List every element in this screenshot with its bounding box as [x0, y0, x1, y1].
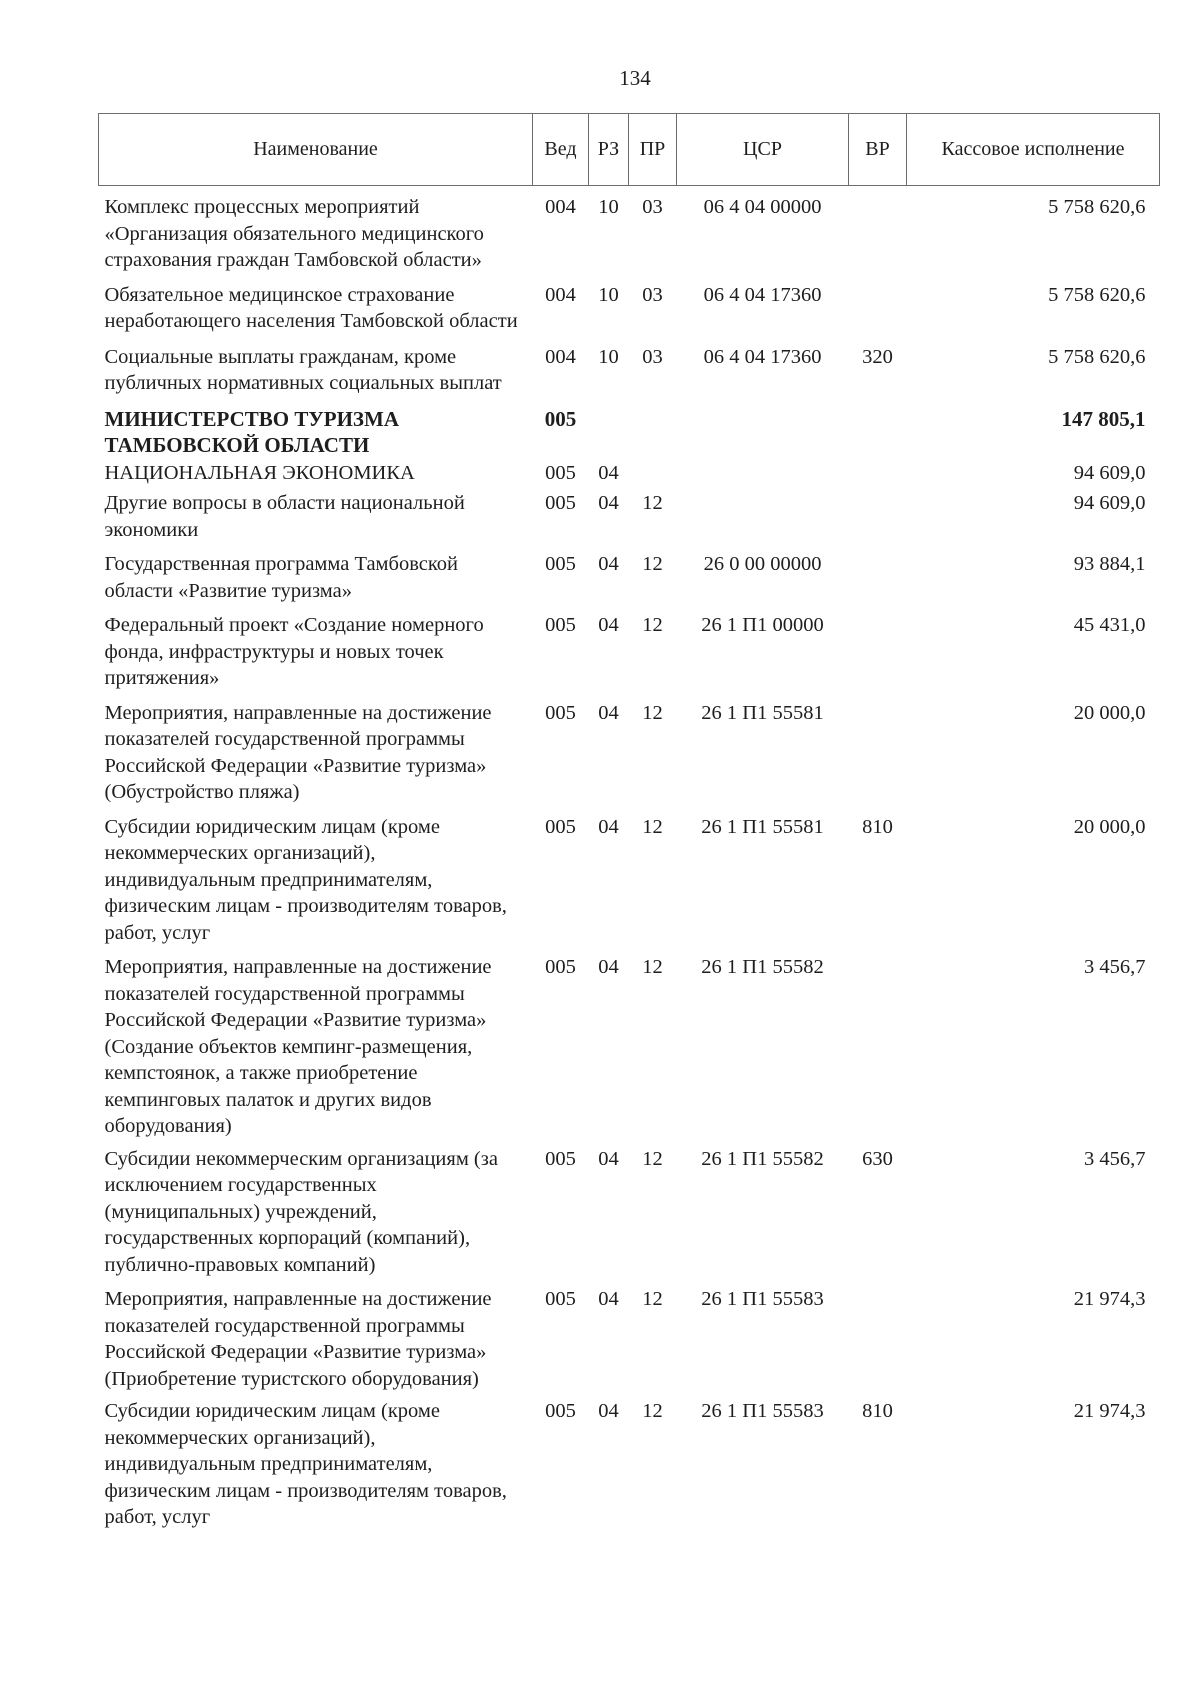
header-rz: РЗ	[589, 114, 629, 186]
cell-pr: 12	[642, 956, 663, 978]
table-row	[99, 406, 1160, 460]
cell-name: Социальные выплаты гражданам, кроме публичных нормативных социальных выплат	[104, 345, 502, 394]
cell-pr: 03	[642, 345, 663, 368]
cell-csr: 26 0 00 00000	[703, 553, 822, 575]
cell-vr	[849, 1286, 907, 1398]
cell-pr	[629, 406, 677, 460]
cell-ved: 005	[545, 1400, 576, 1422]
header-pr: ПР	[629, 114, 677, 186]
table-row	[99, 814, 1160, 955]
header-name: Наименование	[99, 114, 533, 186]
cell-amount: 3 456,7	[1084, 1147, 1146, 1170]
cell-pr: 12	[642, 614, 663, 636]
cell-amount: 5 758 620,6	[1048, 345, 1146, 368]
cell-amount: 45 431,0	[1073, 614, 1146, 636]
cell-vr: 810	[862, 815, 893, 838]
page-number: 134	[619, 66, 651, 90]
cell-rz: 04	[598, 614, 619, 636]
cell-amount: 20 000,0	[1073, 815, 1146, 838]
cell-vr	[849, 954, 907, 1146]
table-row	[99, 1286, 1160, 1398]
cell-ved: 004	[545, 196, 576, 218]
cell-csr: 26 1 П1 55582	[701, 956, 824, 978]
cell-rz: 04	[598, 461, 619, 484]
cell-pr: 03	[642, 283, 663, 306]
cell-vr	[849, 612, 907, 700]
header-ved: Вед	[533, 114, 589, 186]
table-row	[99, 460, 1160, 491]
table-row	[99, 186, 1160, 282]
cell-pr: 12	[642, 1400, 663, 1422]
cell-csr: 26 1 П1 55581	[701, 815, 824, 838]
cell-amount: 21 974,3	[1073, 1288, 1146, 1310]
cell-csr: 26 1 П1 55581	[701, 701, 824, 724]
cell-vr	[849, 282, 907, 344]
cell-amount: 21 974,3	[1073, 1400, 1146, 1422]
table-row	[99, 612, 1160, 700]
header-amount: Кассовое исполнение	[907, 114, 1160, 186]
cell-name: Федеральный проект «Создание номерного фонда, инфраструктуры и новых точек притяжения»	[104, 614, 484, 689]
cell-pr: 12	[642, 1288, 663, 1310]
cell-vr	[849, 700, 907, 814]
table-row	[99, 700, 1160, 814]
cell-rz: 04	[598, 1288, 619, 1310]
cell-rz: 04	[598, 492, 619, 514]
cell-ved: 005	[545, 1288, 576, 1310]
cell-rz	[589, 406, 629, 460]
cell-vr: 630	[862, 1147, 893, 1170]
cell-name: Государственная программа Тамбовской области «Развитие туризма»	[104, 553, 459, 602]
table-row	[99, 954, 1160, 1146]
cell-pr: 12	[642, 1147, 663, 1170]
cell-csr: 06 4 04 00000	[703, 196, 822, 218]
cell-rz: 04	[598, 956, 619, 978]
cell-amount: 20 000,0	[1073, 701, 1146, 724]
cell-rz: 04	[598, 1400, 619, 1422]
table-row	[99, 282, 1160, 344]
cell-ved: 005	[545, 553, 576, 575]
cell-pr: 03	[642, 196, 663, 218]
cell-csr: 26 1 П1 00000	[701, 614, 824, 636]
cell-name: Субсидии юридическим лицам (кроме некоммерческих организаций), индивидуальным предпринимателям, физическим лицам - производителям товаров, работ, услуг	[104, 1400, 507, 1528]
cell-name: Комплекс процессных мероприятий «Организация обязательного медицинского страхования граждан Тамбовской области»	[104, 196, 484, 271]
header-csr: ЦСР	[677, 114, 849, 186]
cell-name: НАЦИОНАЛЬНАЯ ЭКОНОМИКА	[104, 461, 415, 484]
cell-rz: 04	[598, 815, 619, 838]
cell-ved: 005	[544, 406, 577, 431]
table-header	[99, 114, 1160, 186]
budget-table	[98, 113, 1160, 1531]
cell-ved: 005	[545, 614, 576, 636]
cell-pr	[629, 460, 677, 491]
cell-name: Мероприятия, направленные на достижение показателей государственной программы Российской Федерации «Развитие туризма» (Обустройство пляжа)	[104, 701, 492, 803]
cell-vr	[849, 406, 907, 460]
table-row	[99, 1398, 1160, 1531]
cell-pr: 12	[642, 815, 663, 838]
cell-csr	[677, 490, 849, 551]
header-vr: ВР	[849, 114, 907, 186]
table-row	[99, 344, 1160, 406]
cell-vr: 320	[862, 345, 893, 368]
cell-vr	[849, 460, 907, 491]
cell-csr: 06 4 04 17360	[703, 283, 822, 306]
table-row	[99, 490, 1160, 551]
cell-rz: 10	[598, 283, 619, 306]
cell-ved: 004	[545, 345, 576, 368]
table-body	[99, 186, 1160, 1531]
cell-pr: 12	[642, 701, 663, 724]
cell-ved: 005	[545, 461, 576, 484]
cell-name: Другие вопросы в области национальной экономики	[104, 492, 465, 541]
cell-ved: 004	[545, 283, 576, 306]
cell-amount: 5 758 620,6	[1048, 196, 1146, 218]
cell-ved: 005	[545, 815, 576, 838]
cell-rz: 10	[598, 345, 619, 368]
cell-pr: 12	[642, 553, 663, 575]
cell-vr	[849, 551, 907, 612]
cell-name: МИНИСТЕРСТВО ТУРИЗМА ТАМБОВСКОЙ ОБЛАСТИ	[104, 406, 400, 457]
cell-ved: 005	[545, 956, 576, 978]
cell-amount: 94 609,0	[1073, 492, 1146, 514]
cell-csr: 26 1 П1 55582	[701, 1147, 824, 1170]
cell-amount: 5 758 620,6	[1048, 283, 1146, 306]
cell-csr: 06 4 04 17360	[703, 345, 822, 368]
cell-ved: 005	[545, 1147, 576, 1170]
cell-amount: 94 609,0	[1073, 461, 1146, 484]
cell-amount: 147 805,1	[1061, 406, 1146, 431]
cell-ved: 005	[545, 701, 576, 724]
cell-csr	[677, 460, 849, 491]
cell-ved: 005	[545, 492, 576, 514]
cell-csr	[677, 406, 849, 460]
cell-csr: 26 1 П1 55583	[701, 1400, 824, 1422]
cell-name: Субсидии юридическим лицам (кроме некоммерческих организаций), индивидуальным предпринимателям, физическим лицам - производителям товаров, работ, услуг	[104, 815, 507, 944]
cell-vr	[849, 490, 907, 551]
cell-rz: 04	[598, 701, 619, 724]
cell-name: Мероприятия, направленные на достижение показателей государственной программы Российской Федерации «Развитие туризма» (Создание объектов кемпинг-размещения, кемпстоянок, а также приобретение кемпинговых палаток и других видов оборудования)	[104, 956, 492, 1137]
cell-rz: 04	[598, 553, 619, 575]
cell-name: Субсидии некоммерческим организациям (за исключением государственных (муниципальных) учреждений, государственных корпораций (компаний), публично-правовых компаний)	[104, 1147, 498, 1276]
cell-csr: 26 1 П1 55583	[701, 1288, 824, 1310]
cell-name: Мероприятия, направленные на достижение показателей государственной программы Российской Федерации «Развитие туризма» (Приобретение туристского оборудования)	[104, 1288, 492, 1390]
cell-vr: 810	[862, 1400, 893, 1422]
cell-rz: 04	[598, 1147, 619, 1170]
table-row	[99, 551, 1160, 612]
cell-amount: 93 884,1	[1073, 553, 1146, 575]
table-row	[99, 1146, 1160, 1287]
cell-pr: 12	[642, 492, 663, 514]
cell-amount: 3 456,7	[1084, 956, 1146, 978]
cell-name: Обязательное медицинское страхование неработающего населения Тамбовской области	[104, 283, 518, 332]
cell-rz: 10	[598, 196, 619, 218]
cell-vr	[849, 186, 907, 282]
